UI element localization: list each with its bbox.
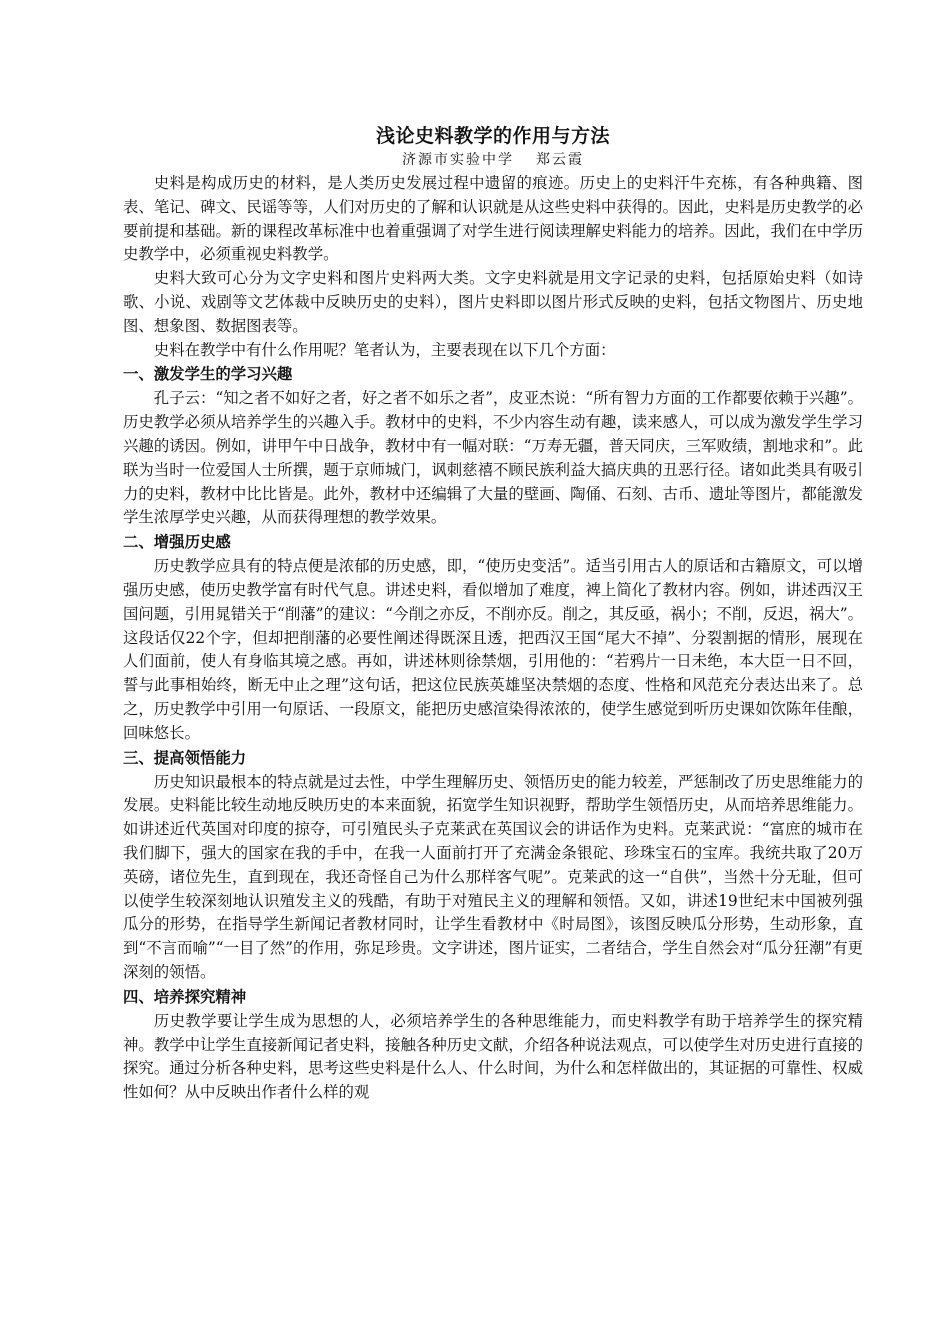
document-title: 浅论史料教学的作用与方法 — [375, 125, 610, 147]
section-heading-comprehension: 三、提高领悟能力 — [123, 748, 247, 767]
section-body-comprehension: 历史知识最根本的特点就是过去性，中学生理解历史、领悟历史的能力较差，严惩制改了历史思维能力的发展。史料能比较生动地反映历史的本来面貌，拓宽学生知识视野，帮助学生领悟历史，从而培养思维能力。如讲述近代英国对印度的掠夺，可引殖民头子克莱武在英国议会的讲话作为史料。克莱武说：“富庶的城市在我们脚下，强大的国家在我的手中，在我一人面前打开了充满金条银砣、珍珠宝石的宝库。我统共取了20万英磅，诸位先生，直到现在，我还奇怪自己为什么那样客气呢”。克莱武的这一“自供”，当然十分无耻，但可以使学生较深刻地认识殖发主义的残酷，有助于对殖民主义的理解和领悟。又如，讲述19世纪末中国被列强瓜分的形势，在指导学生新闻记者教材同时，让学生看教材中《时局图》，该图反映瓜分形势，生动形象，直到“不言而喻”“一目了然”的作用，弥足珍贵。文字讲述，图片证实，二者结合，学生自然会对“瓜分狂潮”有更深刻的领悟。 — [123, 772, 863, 981]
intro-paragraph: 史料大致可心分为文字史料和图片史料两大类。文字史料就是用文字记录的史料，包括原始史料（如诗歌、小说、戏剧等文艺体裁中反映历史的史料），图片史料即以图片形式反映的史料，包括文物图片、历史地图、想象图、数据图表等。 — [123, 269, 863, 335]
section-body-history-sense: 历史教学应具有的特点便是浓郁的历史感，即，“使历史变活”。适当引用古人的原话和古籍原文，可以增强历史感，使历史教学富有时代气息。讲述史料，看似增加了难度，裨上简化了教材内容。例如，讲述西汉王国问题，引用晁错关于“削藩”的建议：“今削之亦反，不削亦反。削之，其反亟，祸小；不削，反迟，祸大”。这段话仅22个字，但却把削藩的必要性阐述得既深且透，把西汉王国“尾大不掉”、分裂割据的情形，展现在人们面前，使人有身临其境之感。再如，讲述林则徐禁烟，引用他的：“若鸦片一日未绝，本大臣一日不回，誓与此事相始终，断无中止之理”这句话，把这位民族英雄坚决禁烟的态度、性格和风范充分表达出来了。总之，历史教学中引用一句原话、一段原文，能把历史感渲染得浓浓的，使学生感觉到听历史课如饮陈年佳酿，回味悠长。 — [123, 557, 863, 742]
section-heading-history-sense: 二、增强历史感 — [123, 533, 231, 552]
section-heading-inquiry: 四、培养探究精神 — [123, 987, 247, 1006]
intro-paragraph: 史料是构成历史的材料，是人类历史发展过程中遗留的痕迹。历史上的史料汗牛充栋，有各种典籍、图表、笔记、碑文、民谣等等，人们对历史的了解和认识就是从这些史料中获得的。因此，史料是历史教学的必要前提和基础。新的课程改革标准中也着重强调了对学生进行阅读理解史料能力的培养。因此，我们在中学历史教学中，必须重视史料教学。 — [123, 174, 863, 264]
intro-paragraph: 史料在教学中有什么作用呢？笔者认为，主要表现在以下几个方面： — [153, 340, 616, 359]
document-page — [123, 122, 863, 1105]
byline — [123, 150, 863, 170]
section-heading-interest: 一、激发学生的学习兴趣 — [123, 365, 293, 384]
section-body-inquiry: 历史教学要让学生成为思想的人，必须培养学生的各种思维能力，而史料教学有助于培养学生的探究精神。教学中让学生直接新闻记者史料，接触各种历史文献，介绍各种说法观点，可以使学生对历史进行直接的探究。通过分析各种史料，思考这些史料是什么人、什么时间，为什么和怎样做出的，其证据的可靠性、权威性如何？从中反映出作者什么样的观 — [123, 1011, 863, 1102]
author-name: 郑云霞 — [536, 152, 584, 168]
school-name: 济源市实验中学 — [402, 152, 514, 168]
section-body-interest: 孔子云：“知之者不如好之者，好之者不如乐之者”，皮亚杰说：“所有智力方面的工作都要依赖于兴趣”。历史教学必须从培养学生的兴趣入手。教材中的史料，不少内容生动有趣，读来感人，可以成为激发学生学习兴趣的诱因。例如，讲甲午中日战争，教材中有一幅对联：“万寿无疆，普天同庆，三军败绩，割地求和”。此联为当时一位爱国人士所撰，题于京师城门，讽刺慈禧不顾民族利益大搞庆典的丑恶行径。诸如此类具有吸引力的史料，教材中比比皆是。此外，教材中还编辑了大量的壁画、陶俑、石刻、古币、遗址等图片，都能激发学生浓厚学史兴趣，从而获得理想的教学效果。 — [123, 389, 863, 527]
